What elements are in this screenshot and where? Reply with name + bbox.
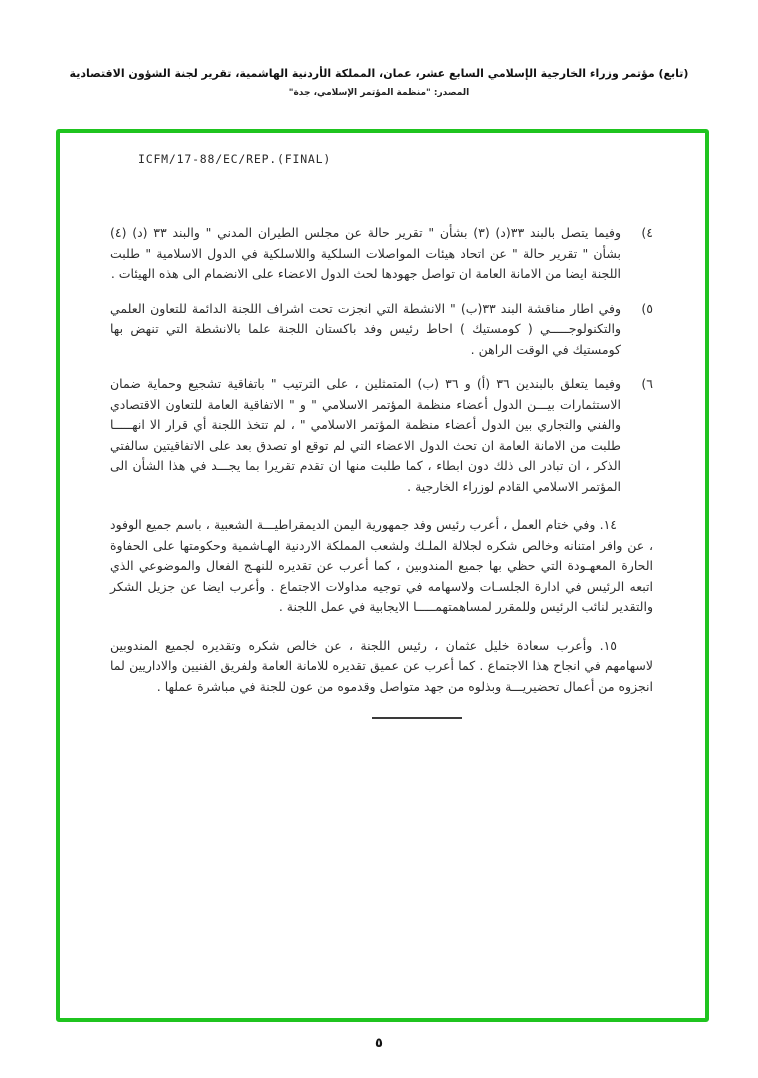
numbered-paragraph-5 — [110, 299, 653, 361]
end-divider-line — [372, 717, 462, 719]
paragraph-number: ٤) — [641, 225, 653, 240]
numbered-paragraph-4 — [110, 223, 653, 285]
numbered-paragraph-6 — [110, 374, 653, 497]
document-frame — [56, 129, 709, 1022]
paragraph-text: وفيما يتعلق بالبندين ٣٦ (أ) و ٣٦ (ب) المتمثلين ، على الترتيب " باتفاقية تشجيع وحماية ضمان الاستثمارات بيـــن الدول أعضاء منظمة المؤتمر الاسلامي " و " الاتفاقية العامة للتعاون الاقتصادي والفني والتجاري بين الدول أعضاء منظمة المؤتمر الاسلامي " ، لم تتخذ اللجنة أي قرار الا انهـــــا طلبت من الامانة العامة ان تحث الدول الاعضاء التي لم توقع او تصدق بعد على الاتفاقيتين سالفتي الذكر ، ان تبادر الى ذلك دون ابطاء ، كما طلبت منها ان تقدم تقريرا بما يجـــد في هذا الشأن الى المؤتمر الاسلامي القادم لوزراء الخارجية . — [110, 376, 622, 494]
paragraph-number: ٦) — [641, 376, 653, 391]
reference-code: ICFM/17-88/EC/REP.(FINAL) — [138, 152, 332, 166]
paragraph-text: وفي اطار مناقشة البند ٣٣(ب) " الانشطة التي انجزت تحت اشراف اللجنة الدائمة للتعاون العلمي والتكنولوجـــــي ( كومستيك ) احاط رئيس وفد باكستان اللجنة علما بالانشطة التي تنهض بها كومستيك في الوقت الراهن . — [110, 300, 621, 357]
document-body — [110, 223, 653, 719]
closing-paragraph-15: ١٥. وأعرب سعادة خليل عثمان ، رئيس اللجنة ، عن خالص شكره وتقديره لجميع المندوبين لاسهامهم في انجاح هذا الاجتماع . كما أعرب عن عميق تقديره للامانة العامة ولفريق الفنيين والاداريين لما انجزوه من أعمال تحضيريـــة وبذلوه من جهد متواصل وقدموه من عون للجنة في مباشرة عملها . — [110, 637, 653, 694]
page-number: ٥ — [375, 1036, 383, 1051]
closing-paragraph-14: ١٤. وفي ختام العمل ، أعرب رئيس وفد جمهورية اليمن الديمقراطيـــة الشعبية ، باسم جميع الوفود ، عن وافر امتنانه وخالص شكره لجلالة الملـك ولشعب المملكة الاردنية الهـاشمية وحكومتها على الحفاوة الحارة المعهـودة التي حظي بها جميع المندوبين ، كما أعرب عن تقديره للنهـج الفعال والموضوعي الذي اتبعه الرئيس في ادارة الجلسـات ولاسهامه في توجيه مداولات الاجتماع . وأعرب ايضا عن جزيل الشكر والتقدير لنائب الرئيس وللمقرر لمساهمتهمـــــا الايجابية في عمل اللجنة . — [110, 517, 653, 614]
document-title: (تابع) مؤتمر وزراء الخارجية الإسلامي السابع عشر، عمان، المملكة الأردنية الهاشمية، تقرير لجنة الشؤون الاقتصادية — [69, 67, 689, 80]
paragraph-number: ٥) — [641, 300, 653, 316]
paragraph-text: وفيما يتصل بالبند ٣٣(د) (٣) بشأن " تقرير حالة عن مجلس الطيران المدني " والبند ٣٣ (د) (٤) بشأن " تقرير حالة " عن اتحاد هيئات المواصلات السلكية واللاسلكية في الدول الاسلامية " طلبت اللجنة ايضا من الامانة العامة ان تواصل جهودها لحث الدول الاعضاء على الانضمام الى هذه الهيئات . — [110, 225, 622, 281]
document-header — [20, 66, 738, 98]
document-source: المصدر: "منظمة المؤتمر الإسلامي، جدة" — [288, 88, 470, 98]
